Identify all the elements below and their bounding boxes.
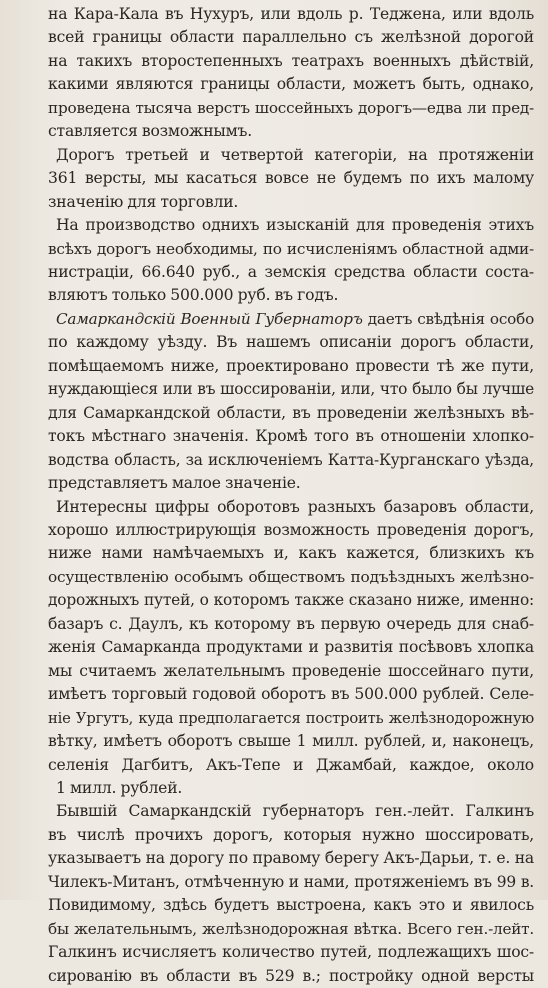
text-line: селенія Дагбитъ, Акъ-Тепе и Джамбай, каждое, около bbox=[48, 755, 534, 774]
text-line: ставляется возможнымъ. bbox=[48, 122, 253, 141]
text-line: женія Самарканда продуктами и развитія посѣвовъ хлопка bbox=[48, 638, 534, 657]
text-line: для Самаркандской области, въ проведеніи желѣзныхъ вѣ- bbox=[48, 403, 534, 422]
text-line: вляютъ только 500.000 руб. въ годъ. bbox=[48, 286, 339, 305]
text-line: всей границы области параллельно съ желѣзной дорогой bbox=[48, 28, 534, 47]
text-line: значенію для торговли. bbox=[48, 192, 239, 211]
text-line: Повидимому, здѣсь будетъ выстроена, какъ это и явилось bbox=[48, 896, 534, 915]
text-line: базаръ с. Даулъ, къ которому въ первую очередь для снаб- bbox=[48, 614, 534, 633]
text-line: 1 милл. рублей. bbox=[56, 778, 183, 797]
text-line: по каждому уѣзду. Въ нашемъ описаніи дорогъ области, bbox=[48, 333, 534, 352]
text-line: помѣщаемомъ ниже, проектировано провести тѣ же пути, bbox=[48, 356, 534, 375]
text-line: сированію въ области въ 529 в.; постройку одной версты bbox=[48, 966, 534, 985]
text-line: какими являются границы области, можетъ быть, однако, bbox=[48, 75, 534, 94]
text-line: ниже нами намѣчаемыхъ и, какъ кажется, близкихъ къ bbox=[48, 544, 534, 563]
text-line: представляетъ малое значеніе. bbox=[48, 474, 301, 493]
text-line: Интересны цифры оборотовъ разныхъ базаровъ области, bbox=[56, 497, 534, 516]
text-line: всѣхъ дорогъ необходимы, по исчисленіямъ областной адми- bbox=[48, 239, 534, 258]
paragraph-2 bbox=[48, 144, 534, 214]
paragraph-4 bbox=[48, 308, 534, 496]
text-line-italic-lead bbox=[48, 308, 534, 331]
paragraph-3 bbox=[48, 214, 534, 308]
text-line: Галкинъ исчисляетъ количество путей, подлежащихъ шос- bbox=[48, 943, 534, 962]
paragraph-1 bbox=[48, 3, 534, 144]
text-line: имѣетъ торговый годовой оборотъ въ 500.000 рублей. Селе- bbox=[48, 685, 534, 704]
text-line: Чилекъ-Митанъ, отмѣченную и нами, протяженіемъ въ 99 в. bbox=[48, 872, 534, 891]
italic-author-name: Самаркандскій Военный Губернаторъ bbox=[56, 309, 363, 328]
text-line: 361 версты, мы касаться вовсе не будемъ по ихъ малому bbox=[48, 169, 534, 188]
text-line: токъ мѣстнаго значенія. Кромѣ того въ отношеніи хлопко- bbox=[48, 427, 534, 446]
paragraph-6 bbox=[48, 800, 534, 988]
text-line: осуществленію особымъ обществомъ подъѣздныхъ желѣзно- bbox=[48, 567, 534, 586]
text-line: вѣтку, имѣетъ оборотъ свыше 1 милл. рублей, и, наконецъ, bbox=[48, 732, 534, 751]
text-line: мы считаемъ желательнымъ проведеніе шоссейнаго пути, bbox=[48, 661, 534, 680]
text-line: Дорогъ третьей и четвертой категоріи, на протяженіи bbox=[56, 145, 534, 164]
lead-rest: даетъ свѣдѣнія особо bbox=[362, 309, 535, 328]
text-line: водства область, за исключеніемъ Катта-Курганскаго уѣзда, bbox=[48, 450, 534, 469]
text-line: дорожныхъ путей, о которомъ также сказано ниже, именно: bbox=[48, 591, 534, 610]
text-line: бы желательнымъ, желѣзнодорожная вѣтка. Всего ген.-лейт. bbox=[48, 919, 534, 938]
text-line: указываетъ на дорогу по правому берегу Акъ-Дарьи, т. е. на bbox=[48, 849, 534, 868]
text-line: на такихъ второстепенныхъ театрахъ военныхъ дѣйствій, bbox=[48, 51, 534, 70]
text-line: ніе Ургутъ, куда предполагается построить желѣзнодорожную bbox=[48, 709, 534, 727]
text-line: нистраціи, 66.640 руб., а земскія средства области соста- bbox=[48, 262, 534, 281]
text-line: на Кара-Кала въ Нухуръ, или вдоль р. Теджена, или вдоль bbox=[48, 5, 534, 23]
text-line: хорошо иллюстрирующія возможность проведенія дорогъ, bbox=[48, 520, 534, 539]
text-line: въ числѣ прочихъ дорогъ, которыя нужно шоссировать, bbox=[48, 825, 534, 844]
paragraph-5 bbox=[48, 496, 534, 801]
text-line: Бывшій Самаркандскій губернаторъ ген.-лейт. Галкинъ bbox=[56, 802, 534, 821]
text-line: На производство одниxъ изысканій для проведенія этихъ bbox=[56, 216, 534, 235]
text-line: нуждающіеся или въ шоссированіи, или, что было бы лучше bbox=[48, 380, 534, 399]
text-line: проведена тысяча верстъ шоссейныхъ дорогъ—едва ли пред- bbox=[48, 98, 534, 117]
